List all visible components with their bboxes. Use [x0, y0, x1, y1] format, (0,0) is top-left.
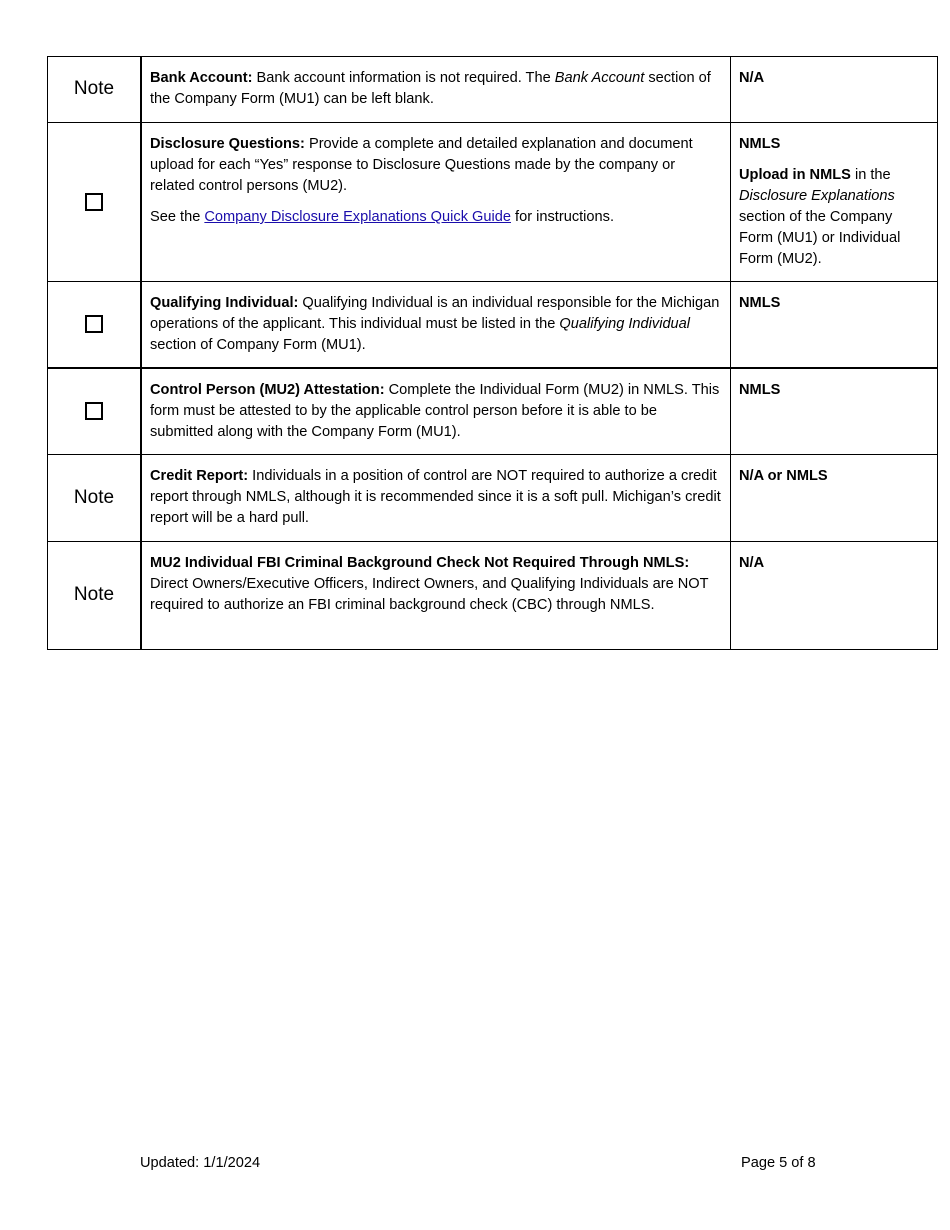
table-row [48, 368, 938, 455]
status-cell [48, 368, 142, 455]
requirement-title: Credit Report: [150, 468, 249, 484]
requirement-text: MU2 Individual FBI Criminal Background Check Not Required Through NMLS: Direct Owners/Executive Officers, Indirect Owners, and Qualifying Individuals are NOT required to authorize an FBI criminal background check (CBC) through NMLS. [150, 555, 709, 613]
requirement-text: Disclosure Questions: Provide a complete and detailed explanation and document upload for each “Yes” response to Disclosure Questions made by the company or related control persons (MU2). [150, 136, 693, 194]
status-cell [48, 57, 142, 123]
upload-note: Upload in NMLS in the Disclosure Explanations section of the Company Form (MU1) or Individual Form (MU2). [739, 167, 901, 267]
table-row [48, 455, 938, 542]
requirement-title: Disclosure Questions: [150, 136, 305, 152]
table-row [48, 282, 938, 369]
requirements-table [47, 56, 938, 650]
requirement-text: Qualifying Individual: Qualifying Individual is an individual responsible for the Michigan operations of the applicant. This individual must be listed in the Qualifying Individual section of Company Form (MU1). [150, 295, 720, 353]
checkbox[interactable] [85, 193, 103, 211]
source-label: NMLS [739, 295, 781, 311]
note-label: Note [73, 584, 115, 605]
requirement-cell [141, 368, 731, 455]
source-cell [731, 455, 938, 542]
requirement-cell [141, 455, 731, 542]
status-cell [48, 455, 142, 542]
requirement-title: Qualifying Individual: [150, 295, 299, 311]
source-cell [731, 282, 938, 369]
requirement-text: Credit Report: Individuals in a position of control are NOT required to authorize a credit report through NMLS, although it is recommended since it is a soft pull. Michigan’s credit report will be a hard pull. [150, 468, 721, 526]
disclosure-guide-link[interactable]: Company Disclosure Explanations Quick Guide [204, 209, 511, 225]
note-label: Note [73, 78, 115, 99]
note-label: Note [73, 486, 115, 508]
source-cell [731, 368, 938, 455]
requirement-title: Control Person (MU2) Attestation: [150, 382, 385, 398]
requirement-cell [141, 282, 731, 369]
page-number: Page 5 of 8 [741, 1155, 816, 1171]
requirement-text: Control Person (MU2) Attestation: Complete the Individual Form (MU2) in NMLS. This form must be attested to by the applicable control person before it is able to be submitted along with the Company Form (MU1). [150, 382, 720, 440]
status-cell [48, 123, 142, 282]
source-label: N/A [739, 555, 765, 571]
source-cell [731, 542, 938, 650]
table-row [48, 57, 938, 123]
status-cell [48, 542, 142, 650]
source-label: N/A or NMLS [739, 468, 828, 484]
requirement-text: Bank Account: Bank account information is not required. The Bank Account section of the Company Form (MU1) can be left blank. [150, 70, 711, 107]
table-row [48, 123, 938, 282]
source-label: N/A [739, 70, 765, 86]
source-label: NMLS [739, 136, 781, 152]
see-guide-text: See the Company Disclosure Explanations Quick Guide for instructions. [150, 209, 615, 225]
status-cell [48, 282, 142, 369]
requirement-cell [141, 542, 731, 650]
source-cell [731, 123, 938, 282]
updated-date: Updated: 1/1/2024 [140, 1155, 261, 1171]
requirement-title: MU2 Individual FBI Criminal Background Check Not Required Through NMLS: [150, 555, 690, 571]
checkbox[interactable] [85, 402, 103, 420]
source-label: NMLS [739, 382, 781, 398]
requirement-cell [141, 57, 731, 123]
requirement-cell [141, 123, 731, 282]
table-row [48, 542, 938, 650]
source-cell [731, 57, 938, 123]
checkbox[interactable] [85, 315, 103, 333]
requirement-title: Bank Account: [150, 70, 253, 86]
